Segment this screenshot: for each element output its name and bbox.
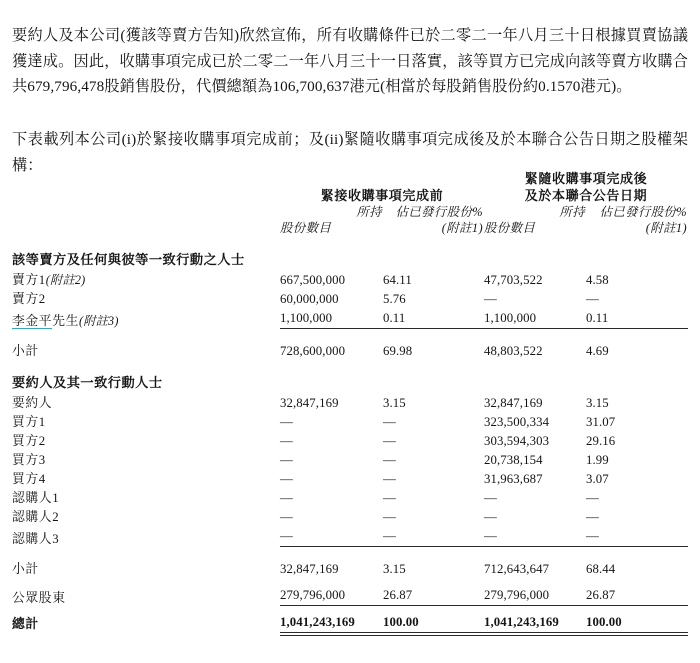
row-label-text: 賣方1 — [12, 273, 46, 287]
table-row-label — [12, 558, 280, 577]
table-cell-value: 4.58 — [586, 273, 609, 287]
header-after-pct — [586, 204, 688, 236]
table-cell-value: 0.11 — [586, 307, 688, 329]
table-cell-value: 20,738,154 — [484, 453, 543, 467]
spacer-row — [12, 359, 688, 370]
row-label-text: 賣方2 — [12, 292, 46, 306]
table-row-label — [12, 449, 280, 468]
header-after-shares-line1: 所持 — [559, 205, 585, 219]
table-row — [12, 392, 688, 411]
table-cell-value: — — [280, 472, 293, 486]
table-cell-value: — — [484, 491, 497, 505]
table-cell-value: — — [280, 415, 293, 429]
table-cell-value: 68.44 — [586, 562, 616, 576]
table-cell-value: 5.76 — [383, 292, 406, 306]
table-cell-value: 1,100,000 — [280, 307, 383, 329]
table-cell-value: — — [383, 415, 396, 429]
table-cell-value: 32,847,169 — [280, 396, 339, 410]
table-section-header — [12, 247, 688, 269]
spacer-cell — [586, 577, 688, 584]
row-label-text: 買方2 — [12, 434, 46, 448]
table-row-label — [12, 392, 280, 411]
spacer-cell — [12, 547, 280, 559]
table-cell-value: 1,100,000 — [484, 307, 586, 329]
row-label-text: 小計 — [12, 344, 39, 358]
table-cell-value: — — [383, 453, 396, 467]
table-cell-value: 1.99 — [586, 453, 609, 467]
spacer-row — [12, 547, 688, 559]
row-label-text: 買方1 — [12, 415, 46, 429]
table-cell-value: — — [280, 510, 293, 524]
table-section-header — [12, 370, 688, 392]
spacer-cell — [586, 236, 688, 247]
row-label-text: 認購人1 — [12, 491, 60, 505]
header-blank — [12, 170, 280, 204]
spacer-cell — [12, 236, 280, 247]
row-label-text: 總計 — [12, 617, 39, 631]
table-cell-value: — — [586, 510, 599, 524]
row-label-text: 小計 — [12, 562, 39, 576]
row-label-text: 要約人 — [12, 396, 53, 410]
header-after-shares-line2: 股份數目 — [484, 221, 536, 235]
table-row-label — [12, 613, 280, 632]
header-after-shares — [484, 204, 586, 236]
spacer-cell — [383, 236, 484, 247]
table-cell-value: 279,796,000 — [280, 584, 383, 606]
spacer-cell — [484, 236, 586, 247]
table-row — [12, 487, 688, 506]
spacer-cell — [280, 606, 383, 614]
header-after-pct-line1: 佔已發行股份% — [599, 205, 687, 219]
spacer-cell — [383, 547, 484, 559]
header-before-shares — [280, 204, 383, 236]
row-label-text: 公眾股東 — [12, 590, 66, 605]
table-cell-value: 3.15 — [586, 396, 609, 410]
spacer-cell — [484, 577, 586, 584]
row-label-text: 認購人3 — [12, 531, 60, 546]
table-row — [12, 613, 688, 632]
linked-person-name[interactable]: 李金平 — [12, 313, 53, 328]
table-row-label — [12, 340, 280, 359]
spacer-cell — [12, 359, 280, 370]
table-row-label — [12, 288, 280, 307]
table-row — [12, 525, 688, 547]
spacer-cell — [12, 606, 280, 614]
spacer-cell — [12, 577, 280, 584]
table-row-label — [12, 584, 280, 606]
table-row — [12, 307, 688, 329]
spacer-row — [12, 236, 688, 247]
table-cell-value: 728,600,000 — [280, 344, 346, 358]
table-cell-value: 26.87 — [586, 584, 688, 606]
spacer-cell — [484, 547, 586, 559]
row-label-note: (附註2) — [45, 273, 86, 287]
header-before-pct-line2: (附註1) — [441, 221, 483, 235]
row-label-note: (附註3) — [79, 313, 119, 328]
spacer-cell — [586, 329, 688, 341]
row-label-text: 買方4 — [12, 472, 46, 486]
header-before-shares-line1: 所持 — [356, 205, 382, 219]
table-cell-value: — — [280, 491, 293, 505]
table-cell-value: 31.07 — [586, 415, 616, 429]
row-label-text: 買方3 — [12, 453, 46, 467]
table-row-label — [12, 506, 280, 525]
table-cell-value: — — [280, 525, 383, 547]
spacer-row — [12, 606, 688, 614]
header-group-after-line2: 及於本聯合公告日期 — [524, 188, 648, 203]
table-cell-value: 26.87 — [383, 584, 484, 606]
spacer-cell — [484, 606, 586, 614]
table-cell-value: 712,643,647 — [484, 562, 550, 576]
table-cell-value: 3.07 — [586, 472, 609, 486]
header-group-before — [280, 170, 484, 204]
row-label-text: 認購人2 — [12, 510, 60, 524]
table-cell-value: 31,963,687 — [484, 472, 543, 486]
spacer-cell — [586, 547, 688, 559]
table-cell-value: — — [586, 491, 599, 505]
table-cell-value: 100.00 — [586, 613, 688, 632]
table-cell-value: 29.16 — [586, 434, 616, 448]
table-cell-value: — — [383, 525, 484, 547]
table-cell-value: 60,000,000 — [280, 292, 339, 306]
table-cell-value: — — [484, 525, 586, 547]
header-after-pct-line2: (附註1) — [645, 221, 687, 235]
spacer-cell — [484, 359, 586, 370]
table-cell-value: 48,803,522 — [484, 344, 543, 358]
table-row — [12, 411, 688, 430]
paragraph-announcement: 要約人及本公司(獲該等賣方告知)欣然宣佈，所有收購條件已於二零二一年八月三十日根據買賣協議獲達成。因此，收購事項完成已於二零二一年八月三十一日落實，該等買方已完成向該等賣方收購合共679,796,478股銷售股份，代價總額為106,700,637港元(相當於每股銷售股份約0.1570港元)。 — [12, 27, 688, 96]
table-cell-value: — — [484, 510, 497, 524]
paragraph-table-intro: 下表載列本公司(i)於緊接收購事項完成前；及(ii)緊隨收購事項完成後及於本聯合公告日期之股權架構： — [12, 131, 688, 174]
table-cell-value: 0.11 — [383, 307, 484, 329]
spacer-cell — [12, 329, 280, 341]
spacer-cell — [280, 577, 383, 584]
table-cell-value: 3.15 — [383, 562, 406, 576]
table-cell-value: — — [280, 434, 293, 448]
table-cell-value: 4.69 — [586, 344, 609, 358]
table-row-label — [12, 307, 280, 329]
table-cell-value: — — [484, 292, 497, 306]
table-cell-value: — — [586, 292, 599, 306]
spacer-cell — [280, 359, 383, 370]
table-row — [12, 269, 688, 288]
header-before-pct — [383, 204, 484, 236]
spacer-cell — [280, 329, 383, 341]
table-cell-value: 1,041,243,169 — [484, 613, 586, 632]
table-row — [12, 558, 688, 577]
table-cell-value: 667,500,000 — [280, 273, 346, 287]
header-sub-blank — [12, 204, 280, 236]
table-cell-value: 100.00 — [383, 613, 484, 632]
table-cell-value: — — [586, 525, 688, 547]
table-header — [12, 170, 688, 236]
table-cell-value: 1,041,243,169 — [280, 613, 383, 632]
shareholding-structure-table — [12, 170, 688, 633]
table-row-label — [12, 487, 280, 506]
spacer-cell — [280, 547, 383, 559]
table-row-label — [12, 269, 280, 288]
table-cell-value: — — [383, 472, 396, 486]
spacer-row — [12, 577, 688, 584]
table-cell-value: 3.15 — [383, 396, 406, 410]
spacer-cell — [383, 606, 484, 614]
table-row — [12, 449, 688, 468]
spacer-cell — [383, 577, 484, 584]
table-cell-value: 69.98 — [383, 344, 413, 358]
table-cell-value: 323,500,334 — [484, 415, 550, 429]
table-row — [12, 584, 688, 606]
table-row-label — [12, 468, 280, 487]
spacer-cell — [383, 359, 484, 370]
table-cell-value: — — [383, 434, 396, 448]
header-before-shares-line2: 股份數目 — [280, 221, 332, 235]
table-row — [12, 430, 688, 449]
table-row — [12, 506, 688, 525]
table-row — [12, 340, 688, 359]
header-group-after-line1: 緊隨收購事項完成後 — [524, 171, 648, 186]
header-sub-row — [12, 204, 688, 236]
spacer-cell — [586, 606, 688, 614]
table-cell-value: 279,796,000 — [484, 584, 586, 606]
spacer-cell — [383, 329, 484, 341]
spacer-row — [12, 329, 688, 341]
table-cell-value: 32,847,169 — [484, 396, 543, 410]
table-cell-value: — — [280, 453, 293, 467]
table-cell-value: 64.11 — [383, 273, 412, 287]
table-row-label — [12, 430, 280, 449]
spacer-cell — [586, 359, 688, 370]
table-cell-value: — — [383, 491, 396, 505]
header-group-row — [12, 170, 688, 204]
table-cell-value: — — [383, 510, 396, 524]
header-group-before-label: 緊接收購事項完成前 — [320, 188, 444, 203]
table-body — [12, 236, 688, 632]
spacer-cell — [280, 236, 383, 247]
header-before-pct-line1: 佔已發行股份% — [395, 205, 483, 219]
table-section-title: 該等賣方及任何與彼等一致行動之人士 — [12, 252, 245, 267]
table-cell-value: 47,703,522 — [484, 273, 543, 287]
spacer-cell — [484, 329, 586, 341]
header-group-after — [484, 170, 688, 204]
table-row — [12, 468, 688, 487]
table-section-title: 要約人及其一致行動人士 — [12, 375, 163, 390]
table-row-label — [12, 525, 280, 547]
table-row-label — [12, 411, 280, 430]
row-label-link[interactable]: 李金平先生 — [12, 313, 79, 328]
table-cell-value: 32,847,169 — [280, 562, 339, 576]
table-row — [12, 288, 688, 307]
table-cell-value: 303,594,303 — [484, 434, 550, 448]
